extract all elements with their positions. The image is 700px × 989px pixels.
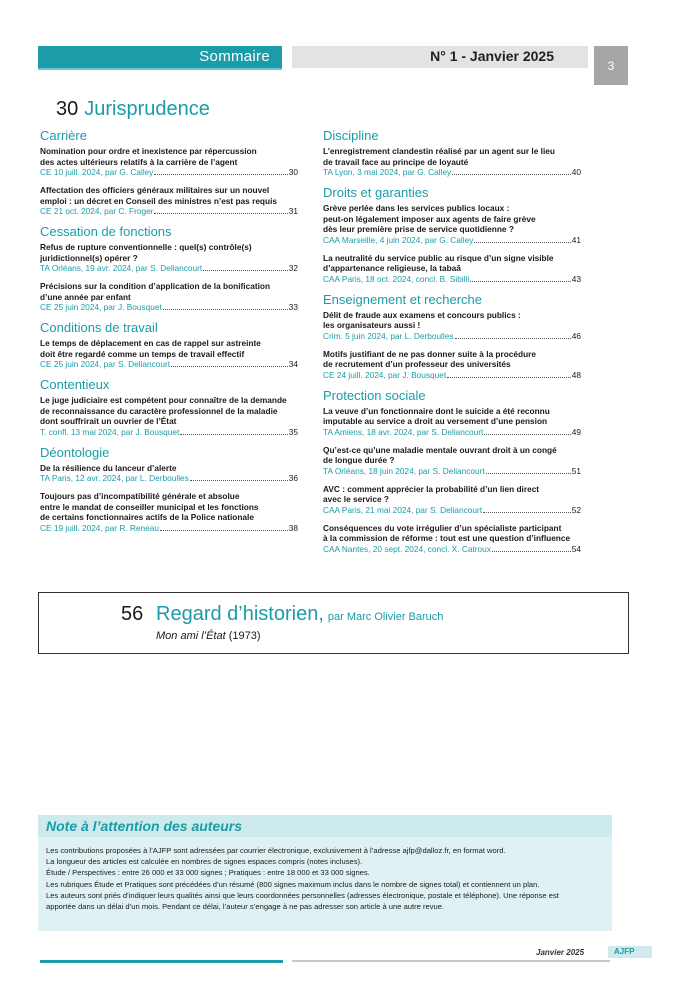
toc-section <box>323 388 581 555</box>
entry-ref-text: CE 19 juill. 2024, par R. Reneau <box>40 522 159 533</box>
historian-subtitle-year: (1973) <box>228 630 261 642</box>
note-line: Les auteurs sont priés d’indiquer leurs qualités ainsi que leurs coordonnées personnelles (adresses électronique, postale et téléphone). Une réponse est <box>46 890 559 900</box>
page-number: 3 <box>607 59 615 73</box>
leader-dots <box>154 167 287 175</box>
leader-dots <box>452 167 571 175</box>
toc-entry <box>323 523 581 555</box>
entry-ref-text: CE 21 oct. 2024, par C. Froger <box>40 206 154 216</box>
entry-reference <box>40 206 298 217</box>
toc-entry <box>323 349 581 381</box>
entry-page: 51 <box>571 465 581 476</box>
entry-page: 43 <box>571 273 581 284</box>
entry-ref-text: TA Amiens, 18 avr. 2024, par S. Deliancourt <box>323 426 484 437</box>
entry-reference <box>323 167 581 178</box>
entry-title: de travail face au principe de loyauté <box>323 156 469 167</box>
entry-title: emploi : un décret en Conseil des ministres n’est pas requis <box>40 195 277 206</box>
entry-title: doit être regardé comme un temps de travail effectif <box>40 348 245 359</box>
toc-entry <box>323 445 581 477</box>
entry-page: 46 <box>571 330 581 341</box>
authors-note-header <box>38 815 612 837</box>
entry-title: Précisions sur la condition d’application de la bonification <box>40 281 271 291</box>
leader-dots <box>160 523 288 531</box>
entry-page: 40 <box>571 167 581 177</box>
footer-logo-text: AJFP <box>614 947 635 956</box>
entry-ref-text: CE 25 juin 2024, par J. Bousquet <box>40 302 162 312</box>
entry-title: de recrutement d’un professeur des universités <box>323 359 511 369</box>
section-title: Déontologie <box>40 444 110 460</box>
section-title: Conditions de travail <box>40 320 158 335</box>
section-label: Sommaire <box>199 48 270 65</box>
entry-ref-text: CAA Paris, 18 oct. 2024, concl. B. Sibilli <box>323 273 470 284</box>
toc-section <box>40 320 298 370</box>
entry-title: d’appartenance religieuse, la tabaā <box>323 263 461 273</box>
toc-section <box>323 128 581 178</box>
header-rule <box>38 68 282 70</box>
entry-title: à la commission de réforme : tout est une question d’influence <box>323 533 571 543</box>
section-title: Protection sociale <box>323 387 426 403</box>
entry-title: entre le mandat de conseiller municipal et les fonctions <box>40 501 259 512</box>
entry-title: La veuve d’un fonctionnaire dont le suicide a été reconnu <box>323 405 550 416</box>
toc-entry <box>40 338 298 370</box>
historian-title-text: Regard d’historien, <box>156 603 324 625</box>
entry-title: Conséquences du vote irrégulier d’un spécialiste participant <box>323 522 562 533</box>
jurisprudence-title: Jurisprudence <box>84 98 210 120</box>
jurisprudence-page: 30 <box>56 98 79 120</box>
entry-reference <box>323 544 581 555</box>
leader-dots <box>154 206 287 214</box>
toc-entry <box>323 203 581 246</box>
entry-reference <box>40 523 298 534</box>
leader-dots <box>447 370 571 378</box>
note-line: apportée dans un délai d’un mois. Pendant ce délai, l’auteur s’engage à ne pas adresser son article à une autre revue. <box>46 902 445 912</box>
entry-ref-text: TA Paris, 12 avr. 2024, par L. Derboulles <box>40 473 189 483</box>
leader-dots <box>180 427 287 435</box>
authors-note-body <box>46 845 608 912</box>
entry-title: Qu’est-ce qu’une maladie mentale ouvrant droit à un congé <box>323 444 557 455</box>
entry-page: 35 <box>288 426 298 437</box>
entry-reference <box>323 427 581 438</box>
leader-dots <box>484 427 570 435</box>
entry-ref-text: CAA Paris, 21 mai 2024, par S. Deliancourt <box>323 504 483 515</box>
toc-entry <box>323 146 581 178</box>
entry-title: avec le service ? <box>323 494 389 504</box>
entry-page: 41 <box>571 234 581 245</box>
entry-title: Délit de fraude aux examens et concours publics : <box>323 309 521 320</box>
entry-reference <box>40 167 298 178</box>
leader-dots <box>474 235 570 243</box>
footer-logo <box>608 946 652 958</box>
entry-ref-text: CE 24 juill. 2024, par J. Bousquet <box>323 369 447 380</box>
issue-banner <box>292 46 588 68</box>
note-line: La longueur des articles est calculée en nombres de signes espaces compris (notes incluses). <box>46 857 363 867</box>
toc-entry <box>40 491 298 534</box>
note-line: Les rubriques Étude et Pratiques sont précédées d’un résumé (800 signes maximum inclus dans le nombre de signes total) et contiennent un plan. <box>46 879 540 889</box>
toc-section <box>323 185 581 285</box>
issue-label: N° 1 - Janvier 2025 <box>430 48 554 64</box>
leader-dots <box>163 302 288 310</box>
entry-title: d’une année par enfant <box>40 291 131 302</box>
toc-entry <box>40 242 298 274</box>
toc-section <box>40 128 298 217</box>
toc-section <box>323 292 581 381</box>
toc-entry <box>323 310 581 342</box>
section-title: Carrière <box>40 128 87 143</box>
entry-ref-text: TA Lyon, 3 mai 2024, par G. Calley <box>323 167 452 177</box>
entry-title: Refus de rupture conventionnelle : quel(s) contrôle(s) <box>40 242 252 252</box>
jurisprudence-heading <box>56 98 210 121</box>
toc-entry <box>323 253 581 285</box>
section-title: Contentieux <box>40 377 110 392</box>
toc-entry <box>323 406 581 438</box>
toc-entry <box>40 395 298 438</box>
entry-ref-text: CAA Nantes, 20 sept. 2024, concl. X. Catroux <box>323 543 491 554</box>
entry-page: 34 <box>288 359 298 369</box>
entry-reference <box>323 331 581 342</box>
toc-column-right <box>323 128 581 562</box>
toc-entry <box>40 281 298 313</box>
entry-ref-text: CE 10 juill. 2024, par G. Calley <box>40 167 154 177</box>
entry-title: Grève perlée dans les services publics locaux : <box>323 203 510 213</box>
leader-dots <box>455 331 571 339</box>
toc-section <box>40 377 298 438</box>
entry-title: AVC : comment apprécier la probabilité d’un lien direct <box>323 483 540 494</box>
leader-dots <box>483 505 571 513</box>
entry-title: Motifs justifiant de ne pas donner suite à la procédure <box>323 348 536 359</box>
entry-title: de certains fonctionnaires actifs de la Police nationale <box>40 512 254 522</box>
entry-reference <box>40 473 298 484</box>
section-title: Droits et garanties <box>323 185 429 200</box>
historian-page: 56 <box>121 603 144 625</box>
entry-page: 49 <box>571 426 581 437</box>
toc-entry <box>40 185 298 217</box>
entry-ref-text: CE 25 juin 2024, par S. Deliancourt <box>40 359 171 369</box>
historian-box <box>38 592 629 654</box>
toc-entry <box>323 484 581 516</box>
historian-subtitle <box>156 630 261 642</box>
toc-entry <box>40 146 298 178</box>
entry-reference <box>323 370 581 381</box>
section-title: Enseignement et recherche <box>323 291 482 307</box>
entry-title: de longue durée ? <box>323 455 395 465</box>
entry-page: 54 <box>571 543 581 554</box>
footer-date: Janvier 2025 <box>536 948 585 957</box>
entry-reference <box>323 274 581 285</box>
entry-title: Nomination pour ordre et inexistence par répercussion <box>40 146 257 156</box>
historian-author: par Marc Olivier Baruch <box>327 611 444 623</box>
entry-title: des actes ultérieurs relatifs à la carrière de l’agent <box>40 156 238 167</box>
entry-page: 38 <box>288 522 298 533</box>
entry-page: 31 <box>288 206 298 216</box>
footer-gray-rule <box>292 960 610 962</box>
entry-page: 52 <box>571 504 581 515</box>
entry-title: Le temps de déplacement en cas de rappel sur astreinte <box>40 338 261 348</box>
entry-page: 30 <box>288 167 298 177</box>
entry-title: Le juge judiciaire est compétent pour connaître de la demande <box>40 395 287 405</box>
leader-dots <box>171 359 288 367</box>
entry-reference <box>40 263 298 274</box>
entry-title: Toujours pas d’incompatibilité générale et absolue <box>40 491 240 501</box>
leader-dots <box>203 263 288 271</box>
entry-title: De la résilience du lanceur d’alerte <box>40 462 177 473</box>
entry-reference <box>323 466 581 477</box>
entry-title: Affectation des officiers généraux militaires sur un nouvel <box>40 185 270 195</box>
leader-dots <box>190 473 288 481</box>
entry-title: dont souffrirait un ouvrier de l’État <box>40 416 177 426</box>
section-banner <box>38 46 282 68</box>
authors-note <box>38 815 612 931</box>
entry-ref-text: CAA Marseille, 4 juin 2024, par G. Calley <box>323 234 474 245</box>
leader-dots <box>470 274 571 282</box>
entry-title: imputable au service a droit au versement d’une pension <box>323 416 548 426</box>
entry-page: 36 <box>288 473 298 483</box>
entry-title: L’enregistrement clandestin réalisé par un agent sur le lieu <box>323 146 555 156</box>
entry-reference <box>40 427 298 438</box>
leader-dots <box>486 466 571 474</box>
entry-page: 48 <box>571 369 581 380</box>
entry-title: dès leur première prise de service quotidienne ? <box>323 224 514 234</box>
entry-title: les organisateurs aussi ! <box>323 320 421 330</box>
entry-page: 33 <box>288 302 298 312</box>
entry-reference <box>323 505 581 516</box>
leader-dots <box>492 544 571 552</box>
entry-ref-text: Crim. 5 juin 2024, par L. Derboulles <box>323 330 454 341</box>
toc-entry <box>40 463 298 485</box>
historian-title <box>156 603 443 626</box>
entry-ref-text: TA Orléans, 18 juin 2024, par S. Deliancourt <box>323 465 485 476</box>
note-line: Les contributions proposées à l’AJFP sont adressées par courrier électronique, exclusivement à l’adresse ajfp@dalloz.fr, en format word. <box>46 846 506 855</box>
entry-title: La neutralité du service public au risque d’un signe visible <box>323 252 554 263</box>
authors-note-title: Note à l’attention des auteurs <box>46 818 243 834</box>
entry-ref-text: TA Orléans, 19 avr. 2024, par S. Deliancourt <box>40 263 203 273</box>
entry-ref-text: T. confl. 13 mai 2024, par J. Bousquet <box>40 426 180 437</box>
page-number-tab <box>594 46 628 85</box>
note-line: Étude / Perspectives : entre 26 000 et 33 000 signes ; Pratiques : entre 18 000 et 33 000 signes. <box>46 868 370 878</box>
entry-reference <box>323 235 581 246</box>
toc-column-left <box>40 128 298 541</box>
footer-rule <box>40 960 283 963</box>
section-title: Discipline <box>323 128 379 143</box>
entry-reference <box>40 302 298 313</box>
section-title: Cessation de fonctions <box>40 224 172 239</box>
entry-page: 32 <box>288 263 298 273</box>
entry-title: juridictionnel(s) opérer ? <box>40 252 138 263</box>
entry-title: de reconnaissance du caractère professionnel de la maladie <box>40 405 278 416</box>
historian-subtitle-italic: Mon ami l’État <box>156 630 226 642</box>
entry-reference <box>40 359 298 370</box>
entry-title: peut-on légalement imposer aux agents de faire grève <box>323 213 536 224</box>
toc-section <box>40 224 298 313</box>
toc-section <box>40 445 298 534</box>
